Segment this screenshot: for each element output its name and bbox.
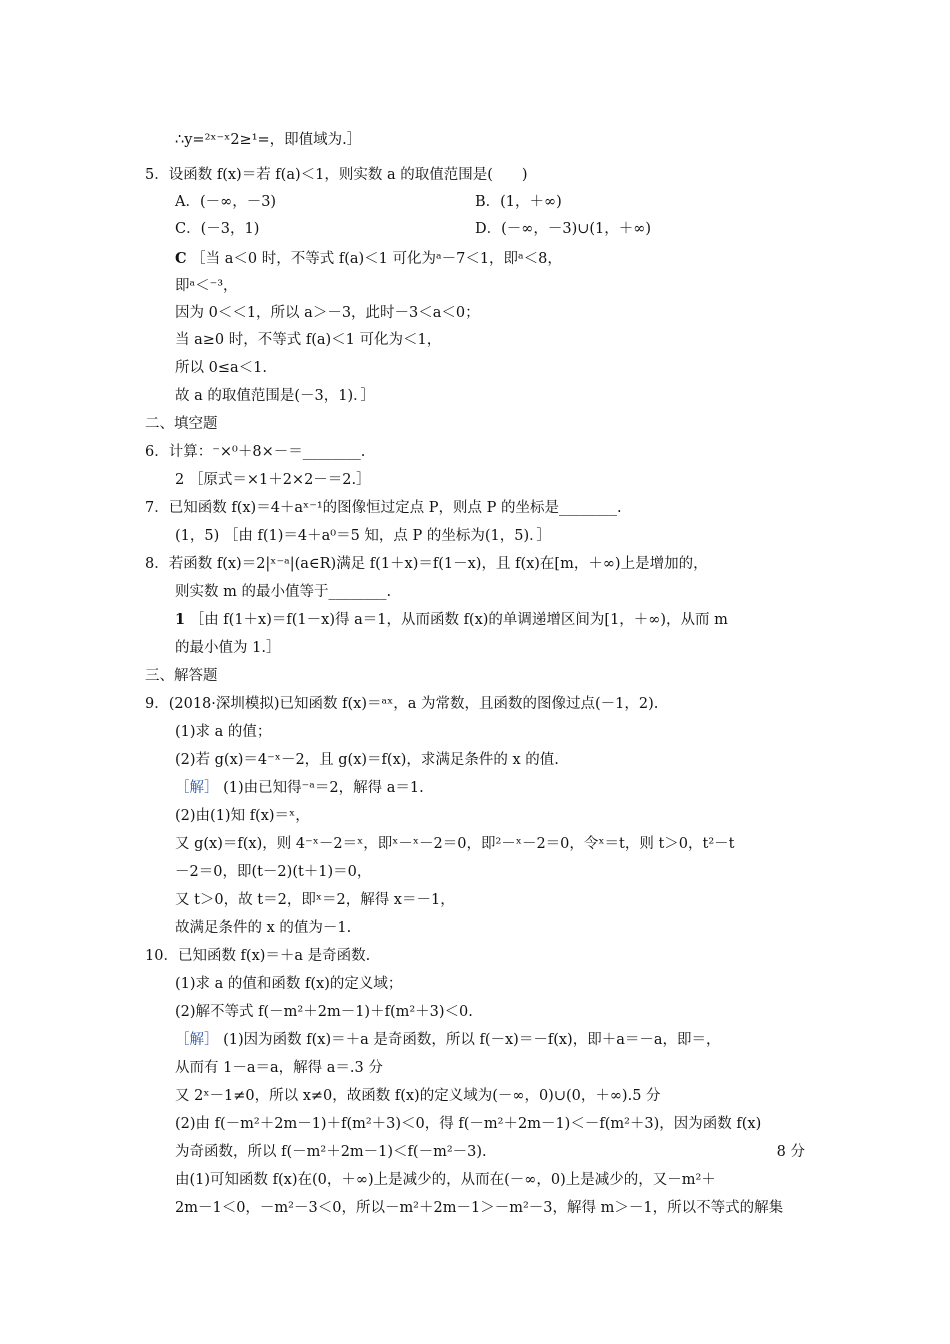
text-line — [145, 946, 370, 966]
solution-tag: ［解］ — [175, 1032, 219, 1048]
text-line — [175, 358, 267, 378]
line-text: 7．已知函数 f(x)＝4＋aˣ⁻¹的图像恒过定点 P，则点 P 的坐标是________. — [145, 500, 622, 516]
text-line — [175, 1114, 761, 1134]
text-line — [145, 442, 365, 462]
line-text: 即ᵃ＜⁻³， — [175, 278, 238, 294]
text-line — [175, 722, 271, 742]
line-text: (1)求 a 的值； — [175, 724, 272, 740]
line-text: 由(1)可知函数 f(x)在(0，＋∞)上是减少的，从而在(－∞，0)上是减少的，又－m²＋ — [175, 1172, 716, 1188]
text-line — [175, 192, 276, 212]
text-line — [175, 249, 562, 269]
text-line — [475, 192, 562, 212]
line-text: B．(1，＋∞) — [475, 194, 562, 210]
line-text: (2)解不等式 f(－m²＋2m－1)＋f(m²＋3)＜0. — [175, 1004, 473, 1020]
line-text: 5．设函数 f(x)＝若 f(a)＜1，则实数 a 的取值范围是( ) — [145, 167, 528, 183]
text-line — [175, 1170, 716, 1190]
text-line — [175, 1030, 720, 1050]
text-line — [175, 974, 402, 994]
line-text: 又 g(x)＝f(x)，则 4⁻ˣ－2＝ˣ，即ˣ－ˣ－2＝0，即²－ˣ－2＝0，令ˣ＝t，则 t＞0，t²－t — [175, 836, 735, 852]
answer-letter: 1 — [175, 611, 186, 628]
text-line — [145, 694, 658, 714]
answer-letter: C — [175, 250, 187, 267]
text-line — [175, 1058, 383, 1078]
solution-tag: ［解］ — [175, 780, 219, 796]
line-text: －2＝0，即(t－2)(t＋1)＝0， — [175, 864, 372, 880]
text-line — [145, 498, 622, 518]
text-line — [175, 330, 441, 350]
line-text: 二、填空题 — [145, 416, 218, 432]
text-line — [175, 1002, 473, 1022]
text-line — [175, 806, 310, 826]
text-line — [175, 1086, 661, 1106]
text-line — [175, 750, 559, 770]
line-text: (1，5) ［由 f(1)＝4＋a⁰＝5 知，点 P 的坐标为(1，5)．］ — [175, 528, 551, 544]
text-line — [175, 303, 480, 323]
text-line — [175, 918, 351, 938]
line-text: 2m－1＜0，－m²－3＜0，所以－m²＋2m－1＞－m²－3，解得 m＞－1，所以不等式的解集 — [175, 1200, 784, 1216]
text-line — [175, 610, 728, 630]
line-text: C．(－3，1) — [175, 221, 260, 237]
line-text: 当 a≥0 时，不等式 f(a)＜1 可化为＜1， — [175, 332, 442, 348]
line-text: 的最小值为 1.］ — [175, 640, 281, 656]
line-text: 故满足条件的 x 的值为－1. — [175, 920, 352, 936]
text-line — [175, 834, 735, 854]
text-line — [175, 778, 424, 798]
text-line — [145, 165, 528, 185]
line-text: (2)由 f(－m²＋2m－1)＋f(m²＋3)＜0，得 f(－m²＋2m－1)＜－f(m²＋3)，因为函数 f(x) — [175, 1116, 762, 1132]
text-line — [145, 414, 218, 434]
text-line — [175, 130, 361, 150]
text-line — [175, 1198, 783, 1218]
line-text: (1)因为函数 f(x)＝＋a 是奇函数，所以 f(－x)＝－f(x)，即＋a＝－a，即＝， — [223, 1032, 721, 1048]
text-line — [175, 526, 551, 546]
line-text: (2)若 g(x)＝4⁻ˣ－2，且 g(x)＝f(x)，求满足条件的 x 的值. — [175, 752, 559, 768]
text-line — [475, 219, 651, 239]
line-text: 又 t＞0，故 t＝2，即ˣ＝2，解得 x＝－1， — [175, 892, 455, 908]
text-line — [175, 862, 371, 882]
line-text: 三、解答题 — [145, 668, 218, 684]
line-text: (2)由(1)知 f(x)＝ˣ， — [175, 808, 310, 824]
line-text: 则实数 m 的最小值等于________. — [175, 584, 392, 600]
line-text: 为奇函数，所以 f(－m²＋2m－1)＜f(－m²－3). — [175, 1144, 487, 1160]
text-line — [145, 666, 218, 686]
line-text: 因为 0＜＜1，所以 a＞－3，此时－3＜a＜0； — [175, 305, 480, 321]
line-text: 2 ［原式＝×1＋2×2－＝2.］ — [175, 472, 371, 488]
line-text: 10．已知函数 f(x)＝＋a 是奇函数. — [145, 948, 371, 964]
line-text: 故 a 的取值范围是(－3，1)．］ — [175, 388, 375, 404]
text-line — [145, 554, 708, 574]
line-text: ∴y=²ˣ⁻ˣ2≥¹=，即值域为.］ — [175, 132, 362, 148]
text-line — [175, 386, 375, 406]
line-text: 9．(2018·深圳模拟)已知函数 f(x)＝ᵃˣ，a 为常数，且函数的图像过点(－1，2). — [145, 696, 659, 712]
line-text: 8．若函数 f(x)＝2|ˣ⁻ᵃ|(a∈R)满足 f(1＋x)＝f(1－x)，且 f(x)在[m，＋∞)上是增加的， — [145, 556, 708, 572]
line-text: ［当 a＜0 时，不等式 f(a)＜1 可化为ᵃ－7＜1，即ᵃ＜8， — [191, 251, 562, 267]
text-line — [175, 890, 455, 910]
text-line — [175, 219, 259, 239]
line-text: A．(－∞，－3) — [175, 194, 277, 210]
text-line — [175, 276, 238, 296]
text-line — [175, 470, 371, 490]
text-line — [175, 582, 391, 602]
line-text: 所以 0≤a＜1. — [175, 360, 267, 376]
line-text: 6．计算：⁻×⁰＋8×－＝________. — [145, 444, 366, 460]
line-text: D．(－∞，－3)∪(1，＋∞) — [475, 221, 652, 237]
line-text: 又 2ˣ－1≠0，所以 x≠0，故函数 f(x)的定义域为(－∞，0)∪(0，＋∞).5 分 — [175, 1088, 661, 1104]
line-text: (1)由已知得⁻ᵃ＝2，解得 a＝1. — [223, 780, 424, 796]
line-text: 从而有 1－a＝a，解得 a＝.3 分 — [175, 1060, 383, 1076]
text-line — [175, 1142, 805, 1162]
line-text: ［由 f(1＋x)＝f(1－x)得 a＝1，从而函数 f(x)的单调递增区间为[1，＋∞)，从而 m — [189, 612, 728, 628]
score-mark: 8 分 — [776, 1144, 805, 1160]
text-line — [175, 638, 280, 658]
line-text: (1)求 a 的值和函数 f(x)的定义域； — [175, 976, 403, 992]
